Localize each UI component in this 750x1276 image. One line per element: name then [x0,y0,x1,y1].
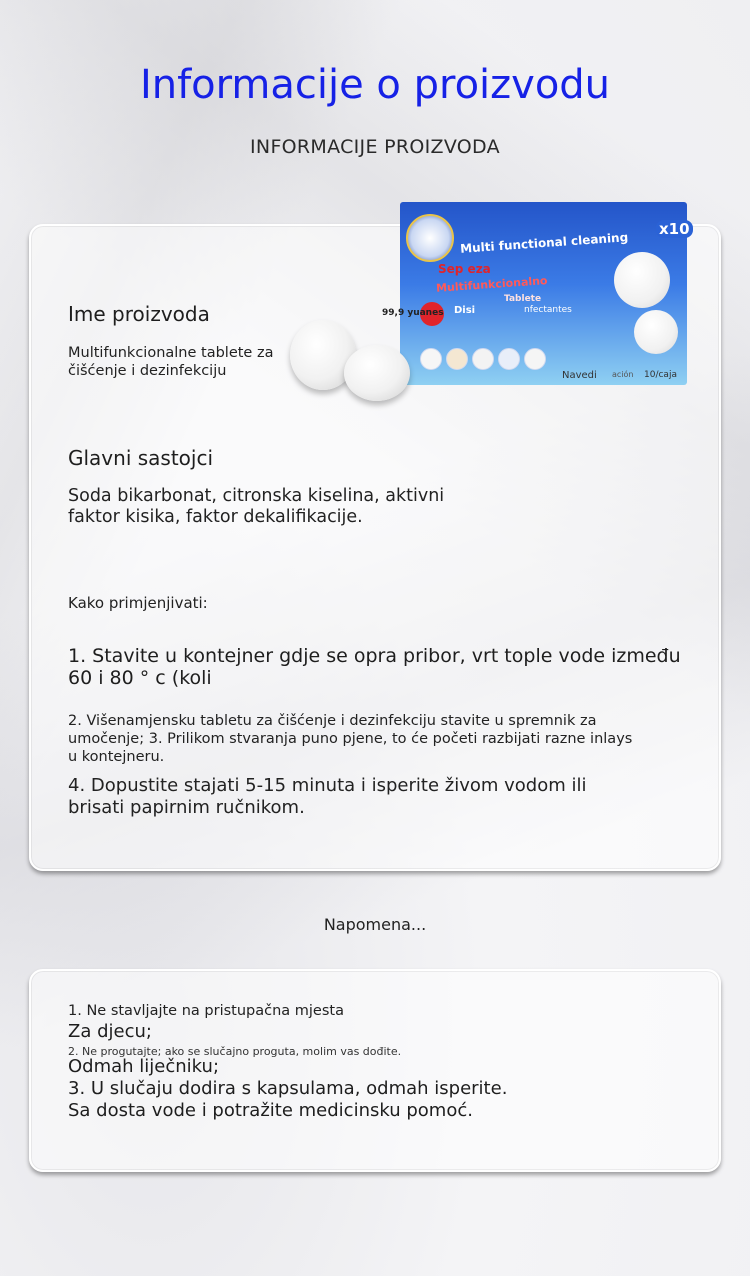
note-line1: 1. Ne stavljajte na pristupačna mjesta [68,1003,344,1019]
feature-icon [472,348,494,370]
tablet-on-box-2 [634,310,678,354]
ingredients-label: Glavni sastojci [68,446,214,470]
feature-icon [524,348,546,370]
note-line5: 3. U slučaju dodira s kapsulama, odmah isperite. [68,1078,508,1099]
package-price: 99,9 yuanes [382,308,444,318]
feature-icons-row [420,348,552,374]
package-label-en: Multi functional cleaning [459,230,629,256]
product-name-line2: čišćenje i dezinfekciju [68,363,227,379]
usage-step2-line1: 2. Višenamjensku tabletu za čišćenje i dezinfekciju stavite u spremnik za [68,713,597,729]
page-title: Informacije o proizvodu [139,62,611,108]
package-label-multi: Multifunkcionalno [435,274,548,295]
usage-step2-line3: u kontejneru. [68,749,165,765]
notes-card [29,969,721,1172]
package-navedi: Navedi [562,370,597,381]
brand-seal-icon [406,214,454,262]
usage-step1-line2: 60 i 80 ° c (koli [68,667,212,689]
feature-icon [446,348,468,370]
note-line2: Za djecu; [68,1021,152,1042]
product-name-label: Ime proizvoda [68,302,210,326]
notes-label: Napomena... [323,915,427,934]
product-image [382,202,690,402]
package-label-tablete: Tablete [504,294,542,304]
usage-step4-line1: 4. Dopustite stajati 5-15 minuta i isperite živom vodom ili [68,775,587,796]
package-label-red: Sep eza [438,262,491,276]
package-label-dis: Disi [454,305,476,316]
feature-icon [420,348,442,370]
package-cion: ación [612,370,634,379]
note-line4: Odmah liječniku; [68,1056,220,1077]
feature-icon [498,348,520,370]
page-subtitle: INFORMACIJE PROIZVODA [250,136,500,158]
usage-label: Kako primjenjivati: [68,594,208,612]
product-name-line1: Multifunkcionalne tablete za [68,345,274,361]
package-label-infect: nfectantes [524,305,572,315]
usage-step2-line2: umočenje; 3. Prilikom stvaranja puno pjene, to će početi razbijati razne inlays [68,731,633,747]
package-count: x10 [656,220,693,238]
ingredients-line2: faktor kisika, faktor dekalifikacije. [68,507,363,527]
tablet-on-box [614,252,670,308]
product-box [400,202,690,385]
note-line3: 2. Ne progutajte; ako se slučajno proguta, molim vas dođite. [68,1045,402,1058]
package-per-box: 10/caja [644,370,677,380]
usage-step1-line1: 1. Stavite u kontejner gdje se opra pribor, vrt tople vode između [68,645,681,667]
note-line6: Sa dosta vode i potražite medicinsku pomoć. [68,1100,473,1121]
usage-step4-line2: brisati papirnim ručnikom. [68,797,305,818]
ingredients-line1: Soda bikarbonat, citronska kiselina, aktivni [68,486,445,506]
tablet-image-2 [344,345,410,401]
